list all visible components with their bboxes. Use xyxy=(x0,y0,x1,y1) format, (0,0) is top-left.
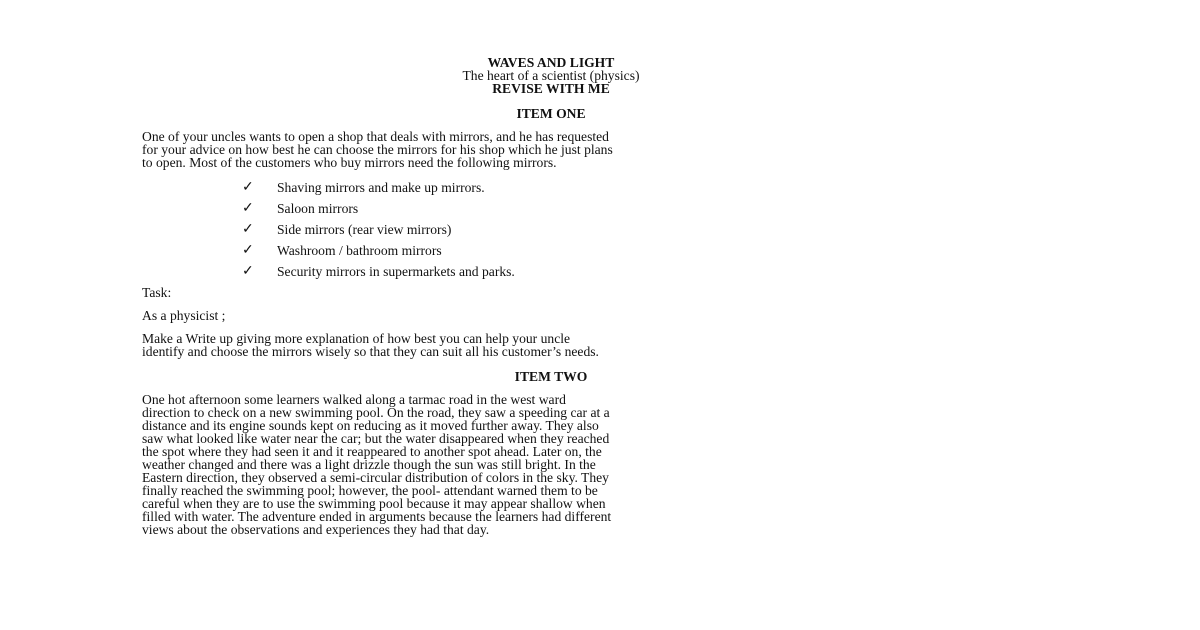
mirror-list xyxy=(142,177,960,282)
document-tagline: REVISE WITH ME xyxy=(492,81,610,96)
list-item xyxy=(242,240,960,261)
story-line: One hot afternoon some learners walked along a tarmac road in the west ward xyxy=(142,392,566,407)
check-icon: ✓ xyxy=(242,180,254,195)
list-item-label: Saloon mirrors xyxy=(277,201,359,216)
intro-line: for your advice on how best he can choose the mirrors for his shop which he just plans xyxy=(142,142,613,157)
task-label: Task: xyxy=(142,285,172,300)
document-subtitle: The heart of a scientist (physics) xyxy=(462,68,640,83)
intro-line: to open. Most of the customers who buy mirrors need the following mirrors. xyxy=(142,155,557,170)
document-page xyxy=(142,54,960,536)
document-title: WAVES AND LIGHT xyxy=(487,55,615,70)
list-item xyxy=(242,198,960,219)
intro-line: One of your uncles wants to open a shop that deals with mirrors, and he has requested xyxy=(142,129,609,144)
story-line: views about the observations and experiences they had that day. xyxy=(142,522,490,537)
list-item xyxy=(242,219,960,240)
item-two-story xyxy=(142,393,960,536)
document-header xyxy=(142,56,960,95)
task-line: identify and choose the mirrors wisely so that they can suit all his customer’s needs. xyxy=(142,344,599,359)
check-icon: ✓ xyxy=(242,222,254,237)
list-item-label: Washroom / bathroom mirrors xyxy=(277,243,442,258)
story-line: weather changed and there was a light drizzle though the sun was still bright. In the xyxy=(142,457,596,472)
story-line: Eastern direction, they observed a semi-circular distribution of colors in the sky. They xyxy=(142,470,609,485)
check-icon: ✓ xyxy=(242,264,254,279)
item-two-heading: ITEM TWO xyxy=(514,369,588,384)
list-item-label: Security mirrors in supermarkets and parks. xyxy=(277,264,515,279)
list-item xyxy=(242,177,960,198)
story-line: the spot where they had seen it and it reappeared to another spot ahead. Later on, the xyxy=(142,444,602,459)
item-one-heading: ITEM ONE xyxy=(516,106,586,121)
task-description xyxy=(142,332,960,358)
story-line: careful when they are to use the swimming pool because it may appear shallow when xyxy=(142,496,606,511)
story-line: filled with water. The adventure ended in arguments because the learners had different xyxy=(142,509,612,524)
item-one-intro xyxy=(142,130,960,169)
task-line: Make a Write up giving more explanation of how best you can help your uncle xyxy=(142,331,571,346)
list-item-label: Side mirrors (rear view mirrors) xyxy=(277,222,452,237)
story-line: distance and its engine sounds kept on reducing as it moved further away. They also xyxy=(142,418,599,433)
list-item xyxy=(242,261,960,282)
list-item-label: Shaving mirrors and make up mirrors. xyxy=(277,180,485,195)
story-line: direction to check on a new swimming pool. On the road, they saw a speeding car at a xyxy=(142,405,610,420)
story-line: saw what looked like water near the car; but the water disappeared when they reached xyxy=(142,431,610,446)
check-icon: ✓ xyxy=(242,243,254,258)
role-line: As a physicist ; xyxy=(142,308,226,323)
check-icon: ✓ xyxy=(242,201,254,216)
story-line: finally reached the swimming pool; however, the pool- attendant warned them to be xyxy=(142,483,598,498)
